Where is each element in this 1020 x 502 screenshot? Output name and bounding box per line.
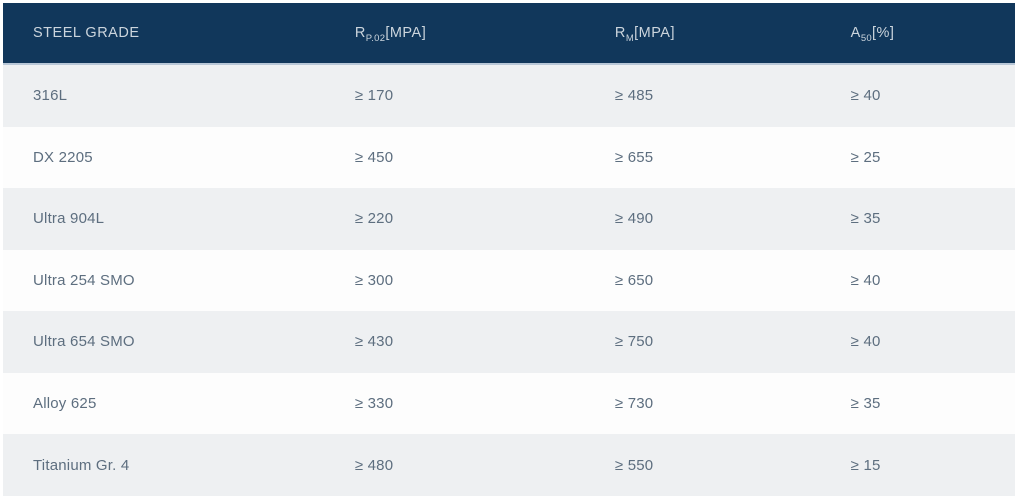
header-label-rp02: $R_{P.02}[MPA]$ — [354, 25, 427, 44]
cell-rp02: ≥ 300 — [354, 271, 394, 289]
cell-rm: ≥ 485 — [614, 87, 654, 105]
header-label-rm: $R_M[MPA]$ — [614, 25, 675, 44]
cell-grade: Alloy 625 — [33, 395, 97, 412]
header-cell-steel-grade — [3, 3, 325, 63]
cell-a50: ≥ 25 — [850, 148, 881, 166]
table-row — [3, 188, 1015, 250]
table-row — [3, 127, 1015, 189]
cell-rm: ≥ 650 — [614, 271, 654, 289]
header-label-a50: $A_{50}[\%]$ — [850, 25, 895, 44]
header-cell-a50 — [821, 3, 1015, 63]
cell-rp02: ≥ 330 — [354, 395, 394, 412]
table-row — [3, 373, 1015, 435]
cell-grade: Ultra 654 SMO — [33, 333, 135, 351]
cell-a50: ≥ 15 — [850, 456, 881, 474]
cell-grade: Titanium Gr. 4 — [33, 456, 130, 474]
cell-rm: ≥ 490 — [614, 210, 654, 228]
table-row — [3, 434, 1015, 496]
cell-grade: 316L — [33, 87, 68, 105]
cell-rm: ≥ 730 — [614, 395, 654, 412]
cell-rm: ≥ 750 — [614, 333, 654, 351]
cell-a50: ≥ 35 — [850, 395, 881, 412]
cell-grade: DX 2205 — [33, 148, 93, 166]
cell-grade: Ultra 904L — [33, 210, 105, 228]
header-cell-rm — [585, 3, 821, 63]
cell-rp02: ≥ 220 — [354, 210, 394, 228]
table-row — [3, 311, 1015, 373]
header-label-steel-grade: STEEL GRADE — [33, 25, 140, 41]
table-row — [3, 65, 1015, 127]
table-row — [3, 250, 1015, 312]
cell-rm: ≥ 550 — [614, 456, 654, 474]
table-header-row — [3, 3, 1015, 65]
header-cell-rp02 — [325, 3, 585, 63]
cell-a50: ≥ 40 — [850, 333, 881, 351]
steel-properties-table — [3, 3, 1015, 496]
cell-grade: Ultra 254 SMO — [33, 271, 135, 289]
cell-rp02: ≥ 480 — [354, 456, 394, 474]
cell-rp02: ≥ 450 — [354, 148, 394, 166]
cell-rp02: ≥ 170 — [354, 87, 394, 105]
cell-rp02: ≥ 430 — [354, 333, 394, 351]
cell-a50: ≥ 35 — [850, 210, 881, 228]
cell-a50: ≥ 40 — [850, 271, 881, 289]
cell-a50: ≥ 40 — [850, 87, 881, 105]
cell-rm: ≥ 655 — [614, 148, 654, 166]
